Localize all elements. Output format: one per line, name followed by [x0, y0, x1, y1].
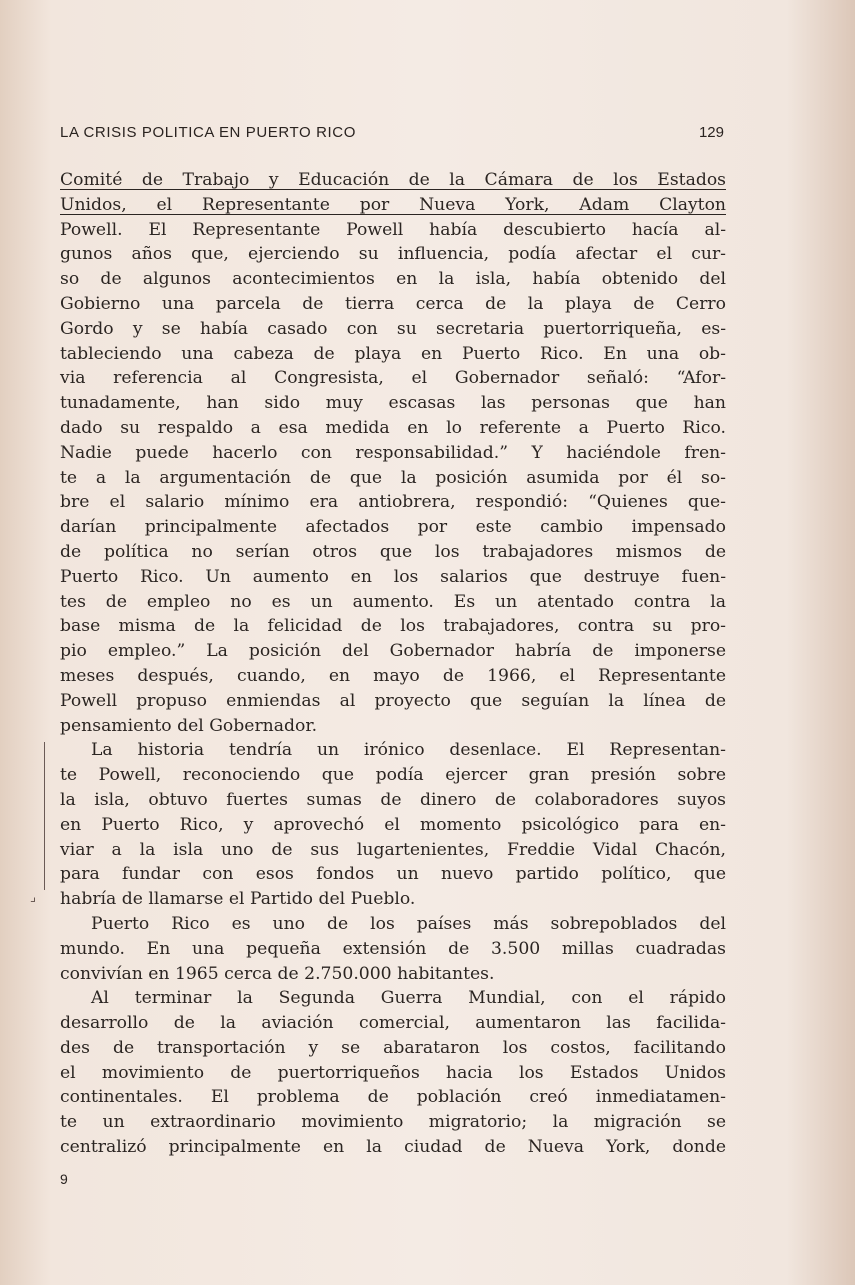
body-text [60, 168, 726, 1160]
text-line: Unidos, el Representante por Nueva York, Adam Clayton [60, 194, 726, 215]
signature-mark: 9 [60, 1171, 68, 1187]
running-header [60, 124, 724, 146]
margin-annotation-hook: ⌟ [30, 890, 37, 905]
text-line: Powell. El Representante Powell había descubierto hacía al- [60, 219, 726, 240]
text-line: pio empleo.” La posición del Gobernador habría de imponerse [60, 641, 726, 662]
text-line: dado su respaldo a esa medida en lo referente a Puerto Rico. [60, 417, 726, 438]
text-line: gunos años que, ejerciendo su influencia, podía afectar el cur- [60, 244, 726, 265]
text-line: tableciendo una cabeza de playa en Puerto Rico. En una ob- [60, 343, 726, 364]
text-line: continentales. El problema de población creó inmediatamen- [60, 1087, 726, 1108]
text-line: Puerto Rico. Un aumento en los salarios que destruye fuen- [60, 566, 726, 587]
text-line: te Powell, reconociendo que podía ejercer gran presión sobre [60, 765, 726, 786]
text-line: Puerto Rico es uno de los países más sobrepoblados del [91, 913, 726, 934]
text-line: de política no serían otros que los trabajadores mismos de [60, 541, 726, 562]
text-line: Al terminar la Segunda Guerra Mundial, con el rápido [91, 988, 726, 1009]
text-line: Gobierno una parcela de tierra cerca de la playa de Cerro [60, 293, 726, 314]
text-line: La historia tendría un irónico desenlace. El Representan- [91, 740, 726, 761]
text-line: Comité de Trabajo y Educación de la Cámara de los Estados [60, 170, 726, 190]
running-title: LA CRISIS POLITICA EN PUERTO RICO [60, 124, 356, 141]
text-line: meses después, cuando, en mayo de 1966, el Representante [60, 665, 726, 686]
text-line: habría de llamarse el Partido del Pueblo. [60, 889, 416, 910]
text-line: Nadie puede hacerlo con responsabilidad.” Y haciéndole fren- [60, 442, 726, 463]
text-line: convivían en 1965 cerca de 2.750.000 habitantes. [60, 963, 495, 984]
text-line: el movimiento de puertorriqueños hacia los Estados Unidos [60, 1062, 726, 1083]
text-line: te un extraordinario movimiento migratorio; la migración se [60, 1112, 726, 1133]
page-number: 129 [698, 124, 724, 141]
text-line: pensamiento del Gobernador. [60, 715, 318, 736]
text-line: desarrollo de la aviación comercial, aumentaron las facilida- [60, 1013, 726, 1034]
text-line: la isla, obtuvo fuertes sumas de dinero de colaboradores suyos [60, 789, 726, 810]
text-line: viar a la isla uno de sus lugartenientes, Freddie Vidal Chacón, [60, 839, 726, 860]
text-line: des de transportación y se abarataron los costos, facilitando [60, 1037, 726, 1058]
text-line: so de algunos acontecimientos en la isla, había obtenido del [60, 269, 726, 290]
text-line: te a la argumentación de que la posición asumida por él so- [60, 467, 726, 488]
text-line: tes de empleo no es un aumento. Es un atentado contra la [60, 591, 726, 612]
text-line: mundo. En una pequeña extensión de 3.500 millas cuadradas [60, 938, 726, 959]
text-line: tunadamente, han sido muy escasas las personas que han [60, 393, 726, 414]
text-line: darían principalmente afectados por este cambio impensado [60, 517, 726, 538]
text-line: Gordo y se había casado con su secretaria puertorriqueña, es- [60, 318, 726, 339]
text-line: base misma de la felicidad de los trabajadores, contra su pro- [60, 616, 726, 637]
text-line: via referencia al Congresista, el Gobernador señaló: “Afor- [60, 368, 726, 389]
text-line: Powell propuso enmiendas al proyecto que seguían la línea de [60, 690, 726, 711]
text-line: para fundar con esos fondos un nuevo partido político, que [60, 864, 726, 885]
margin-annotation-line [44, 742, 48, 890]
text-line: centralizó principalmente en la ciudad de Nueva York, donde [60, 1137, 726, 1158]
text-line: bre el salario mínimo era antiobrera, respondió: “Quienes que- [60, 492, 726, 513]
text-line: en Puerto Rico, y aprovechó el momento psicológico para en- [60, 814, 726, 835]
